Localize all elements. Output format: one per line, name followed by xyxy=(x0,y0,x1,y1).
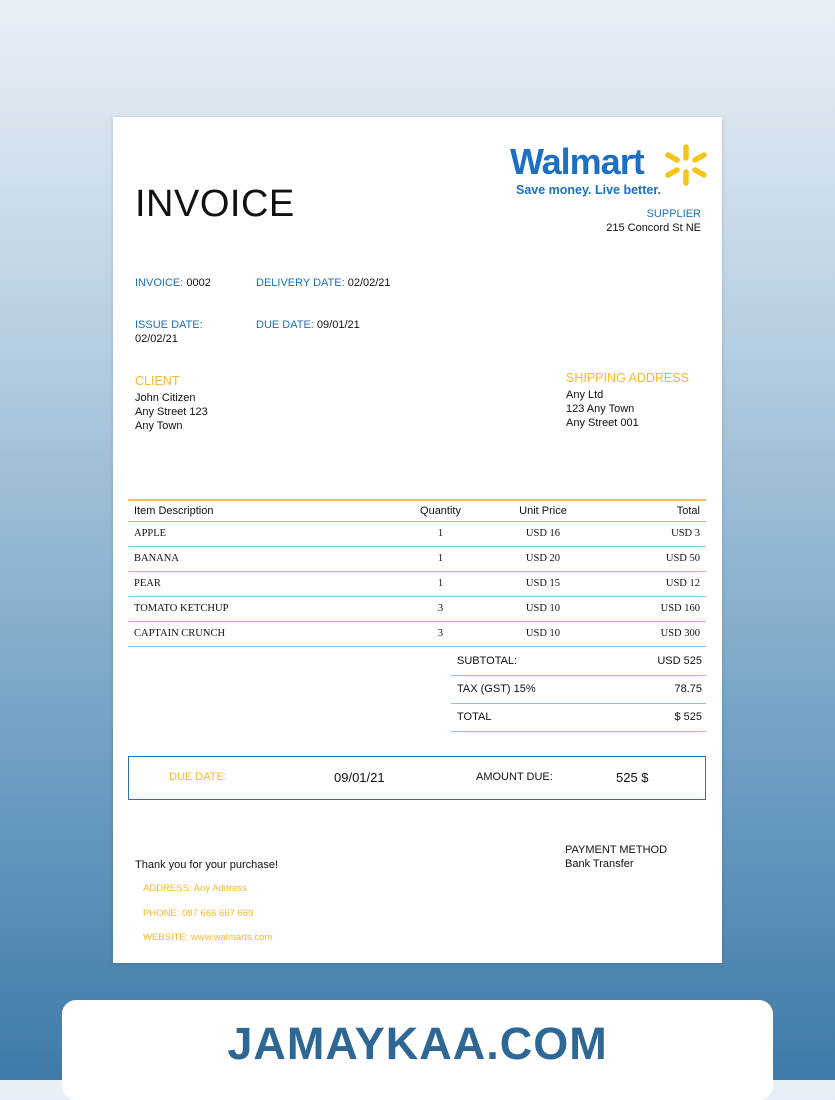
shipping-address: Any Ltd 123 Any Town Any Street 001 xyxy=(566,389,639,429)
client-label: CLIENT xyxy=(135,374,180,388)
invoice-title: INVOICE xyxy=(135,183,295,225)
items-table xyxy=(128,499,706,647)
amount-due-value: 525 $ xyxy=(616,770,649,785)
invoice-page xyxy=(113,117,722,963)
client-address: John Citizen Any Street 123 Any Town xyxy=(135,392,208,432)
totals-block xyxy=(451,648,706,732)
table-header xyxy=(128,499,706,522)
header-quantity: Quantity xyxy=(420,505,461,517)
banner-text: JAMAYKAA.COM xyxy=(227,1018,608,1069)
total-row: TOTAL $ 525 xyxy=(451,704,706,732)
logo-tagline: Save money. Live better. xyxy=(516,183,661,197)
invoice-number: INVOICE: 0002 xyxy=(135,277,211,289)
table-row: CAPTAIN CRUNCH 3 USD 10 USD 300 xyxy=(128,622,706,647)
payment-method-value: Bank Transfer xyxy=(565,858,634,870)
footer-address: ADDRESS: Any Address xyxy=(143,883,248,894)
supplier-label: SUPPLIER xyxy=(646,208,701,220)
amount-due-label: AMOUNT DUE: xyxy=(476,771,553,783)
delivery-date: DELIVERY DATE: 02/02/21 xyxy=(256,277,391,289)
footer-phone: PHONE: 087 666 667 669 xyxy=(143,908,254,919)
header-total: Total xyxy=(676,505,700,517)
thank-you-note: Thank you for your purchase! xyxy=(135,859,279,871)
tax-row: TAX (GST) 15% 78.75 xyxy=(451,676,706,704)
table-row: TOMATO KETCHUP 3 USD 10 USD 160 xyxy=(128,597,706,622)
shipping-label: SHIPPING ADDRESS xyxy=(566,371,689,385)
due-date: DUE DATE: 09/01/21 xyxy=(256,319,360,331)
watermark-banner xyxy=(62,1000,773,1100)
walmart-logo xyxy=(510,141,710,199)
spark-icon xyxy=(662,143,710,187)
footer-website: WEBSITE: www.walmarts.com xyxy=(143,932,273,943)
table-row: BANANA 1 USD 20 USD 50 xyxy=(128,547,706,572)
subtotal-row: SUBTOTAL: USD 525 xyxy=(451,648,706,676)
header-item: Item Description xyxy=(134,505,214,517)
amount-due-box xyxy=(128,756,706,800)
due-box-date-value: 09/01/21 xyxy=(334,770,385,785)
logo-wordmark: Walmart xyxy=(510,141,644,182)
supplier-address: 215 Concord St NE xyxy=(606,222,701,234)
issue-date-label: ISSUE DATE: xyxy=(135,319,203,331)
issue-date-value: 02/02/21 xyxy=(135,333,178,345)
table-row: PEAR 1 USD 15 USD 12 xyxy=(128,572,706,597)
table-row: APPLE 1 USD 16 USD 3 xyxy=(128,522,706,547)
payment-method-label: PAYMENT METHOD xyxy=(565,844,668,856)
header-unit-price: Unit Price xyxy=(519,505,567,517)
due-box-date-label: DUE DATE: xyxy=(169,771,227,783)
